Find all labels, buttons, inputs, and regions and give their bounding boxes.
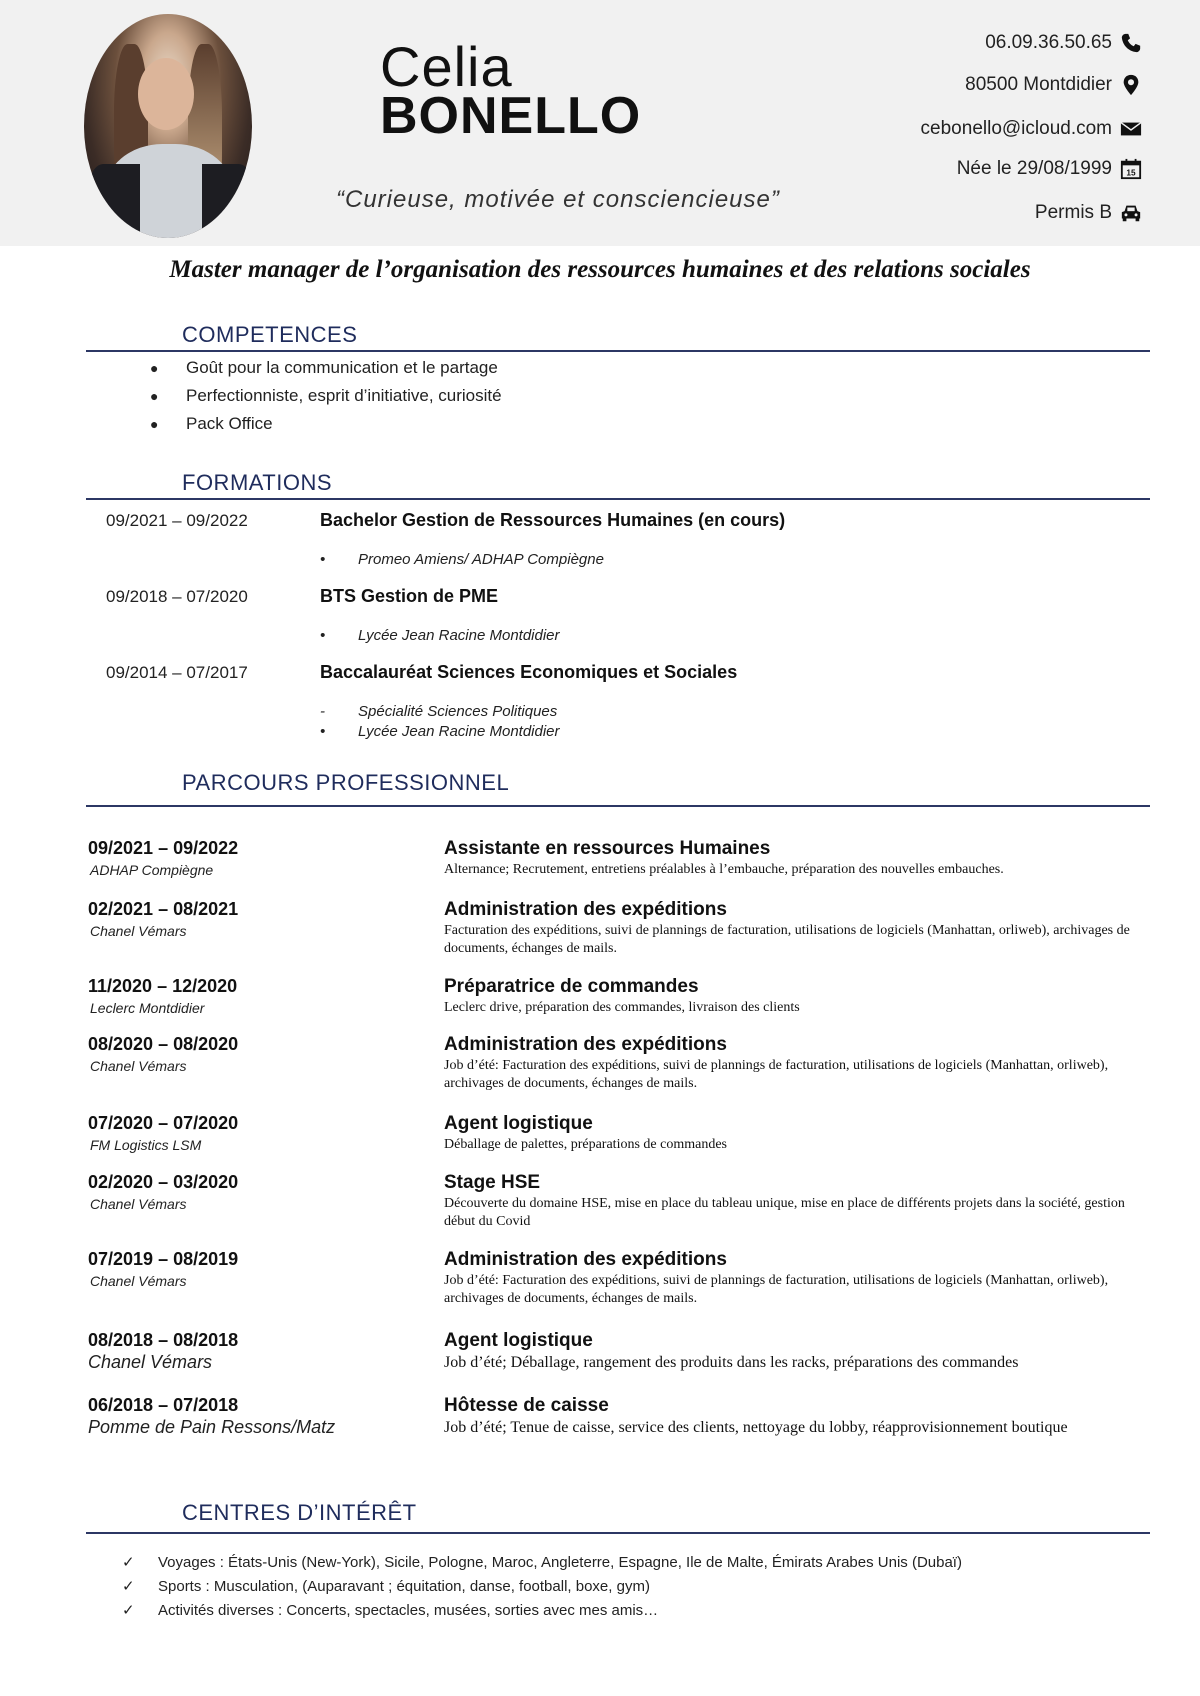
- formation-title: BTS Gestion de PME: [320, 586, 499, 606]
- list-item: ✓ Voyages : États-Unis (New-York), Sicile, Pologne, Maroc, Angleterre, Espagne, Ile de Malte, Émirats Arabes Unis (Dubaï): [122, 1553, 962, 1571]
- job-company: Chanel Vémars: [90, 1273, 187, 1289]
- list-item: ● Goût pour la communication et le partage: [150, 358, 498, 377]
- job-description: Facturation des expéditions, suivi de plannings de facturation, utilisations de logiciels (Manhattan, orliweb), archivages de documents, échanges de mails.: [444, 923, 1130, 956]
- job-description: Déballage de palettes, préparations de commandes: [444, 1137, 727, 1152]
- checkmark-icon: ✓: [122, 1554, 135, 1571]
- list-item: ● Pack Office: [150, 414, 273, 433]
- svg-text:15: 15: [1126, 168, 1136, 178]
- competences-list: [150, 354, 502, 438]
- job-title: Stage HSE: [444, 1172, 541, 1193]
- job-company: Chanel Vémars: [90, 923, 187, 939]
- envelope-icon: [1120, 118, 1142, 140]
- formation-dates: 09/2018 – 07/2020: [106, 587, 248, 606]
- location-pin-icon: [1120, 74, 1142, 96]
- phone-icon: [1120, 32, 1142, 54]
- contact-birthdate-text: Née le 29/08/1999: [956, 158, 1112, 179]
- checkmark-icon: ✓: [122, 1602, 135, 1619]
- job-dates: 07/2019 – 08/2019: [88, 1249, 239, 1269]
- job-dates: 08/2020 – 08/2020: [88, 1034, 239, 1054]
- section-divider: [86, 350, 1150, 352]
- job-company: Chanel Vémars: [88, 1352, 213, 1372]
- last-name: BONELLO: [380, 87, 642, 145]
- job-title: Administration des expéditions: [444, 1249, 727, 1270]
- section-divider: [86, 805, 1150, 807]
- contact-phone-text: 06.09.36.50.65: [985, 32, 1112, 53]
- job-title: Hôtesse de caisse: [444, 1395, 609, 1416]
- contact-license-text: Permis B: [1034, 202, 1112, 223]
- profile-photo: [84, 14, 252, 238]
- competences-heading: COMPETENCES: [182, 322, 358, 347]
- job-title: Assistante en ressources Humaines: [444, 838, 771, 859]
- master-title: Master manager de l’organisation des ressources humaines et des relations sociales: [169, 256, 1031, 283]
- job-description: Job d’été: Facturation des expéditions, suivi de plannings de facturation, utilisations de logiciels (Manhattan, orliweb), archivages de documents, échanges de mails.: [444, 1273, 1109, 1306]
- contact-phone: [985, 32, 1142, 54]
- job-dates: 02/2020 – 03/2020: [88, 1172, 239, 1192]
- job-company: FM Logistics LSM: [90, 1137, 202, 1153]
- contact-address: [965, 74, 1142, 96]
- formation-title: Bachelor Gestion de Ressources Humaines (en cours): [320, 510, 786, 530]
- contact-license: [1035, 202, 1142, 224]
- contact-email-text: cebonello@icloud.com: [920, 118, 1112, 139]
- job-description: Job d’été; Déballage, rangement des produits dans les racks, préparations des commandes: [444, 1354, 1019, 1371]
- section-divider: [86, 498, 1150, 500]
- job-description: Job d’été; Tenue de caisse, service des clients, nettoyage du lobby, réapprovisionnement boutique: [444, 1419, 1068, 1436]
- job-dates: 06/2018 – 07/2018: [88, 1395, 239, 1415]
- job-title: Agent logistique: [444, 1113, 593, 1134]
- contact-address-text: 80500 Montdidier: [965, 74, 1112, 95]
- formation-dates: 09/2021 – 09/2022: [106, 511, 248, 530]
- formation-detail: - Spécialité Sciences Politiques: [320, 703, 558, 720]
- formations-heading: FORMATIONS: [182, 470, 333, 495]
- job-dates: 07/2020 – 07/2020: [88, 1113, 239, 1133]
- contact-email: [921, 118, 1142, 140]
- formation-title: Baccalauréat Sciences Economiques et Sociales: [320, 662, 738, 682]
- job-description: Job d’été: Facturation des expéditions, suivi de plannings de facturation, utilisations de logiciels (Manhattan, orliweb), archivages de documents, échanges de mails.: [444, 1058, 1109, 1091]
- job-company: Pomme de Pain Ressons/Matz: [88, 1417, 336, 1437]
- job-company: Chanel Vémars: [90, 1196, 187, 1212]
- job-company: Chanel Vémars: [90, 1058, 187, 1074]
- formation-detail: • Lycée Jean Racine Montdidier: [320, 723, 560, 740]
- job-company: ADHAP Compiègne: [90, 862, 214, 878]
- job-dates: 02/2021 – 08/2021: [88, 899, 239, 919]
- list-item: ✓ Sports : Musculation, (Auparavant ; équitation, danse, football, boxe, gym): [122, 1577, 650, 1595]
- job-description: Découverte du domaine HSE, mise en place du tableau unique, mise en place de différents projets dans la société, gestion début du Covid: [444, 1196, 1125, 1229]
- list-item: ✓ Activités diverses : Concerts, spectacles, musées, sorties avec mes amis…: [122, 1601, 659, 1619]
- contact-birthdate: [957, 158, 1142, 180]
- checkmark-icon: ✓: [122, 1578, 135, 1595]
- job-dates: 09/2021 – 09/2022: [88, 838, 239, 858]
- list-item: ● Perfectionniste, esprit d’initiative, curiosité: [150, 386, 502, 405]
- section-divider: [86, 1532, 1150, 1534]
- job-description: Leclerc drive, préparation des commandes, livraison des clients: [444, 1000, 800, 1015]
- car-icon: [1120, 202, 1142, 224]
- job-dates: 08/2018 – 08/2018: [88, 1330, 239, 1350]
- job-dates: 11/2020 – 12/2020: [88, 976, 238, 996]
- tagline: “Curieuse, motivée et consciencieuse”: [336, 186, 780, 213]
- formation-detail: • Promeo Amiens/ ADHAP Compiègne: [320, 551, 604, 568]
- job-title: Préparatrice de commandes: [444, 976, 699, 997]
- calendar-icon: [1120, 158, 1142, 180]
- job-company: Leclerc Montdidier: [90, 1000, 205, 1016]
- parcours-heading: PARCOURS PROFESSIONNEL: [182, 770, 510, 795]
- interets-list: [122, 1550, 962, 1622]
- job-title: Agent logistique: [444, 1330, 593, 1351]
- first-name: Celia: [380, 35, 513, 98]
- job-title: Administration des expéditions: [444, 1034, 727, 1055]
- job-title: Administration des expéditions: [444, 899, 727, 920]
- formation-dates: 09/2014 – 07/2017: [106, 663, 248, 682]
- job-description: Alternance; Recrutement, entretiens préalables à l’embauche, préparation des nouvelles embauches.: [444, 862, 1004, 877]
- interets-heading: CENTRES D’INTÉRÊT: [182, 1500, 417, 1525]
- formation-detail: • Lycée Jean Racine Montdidier: [320, 627, 560, 644]
